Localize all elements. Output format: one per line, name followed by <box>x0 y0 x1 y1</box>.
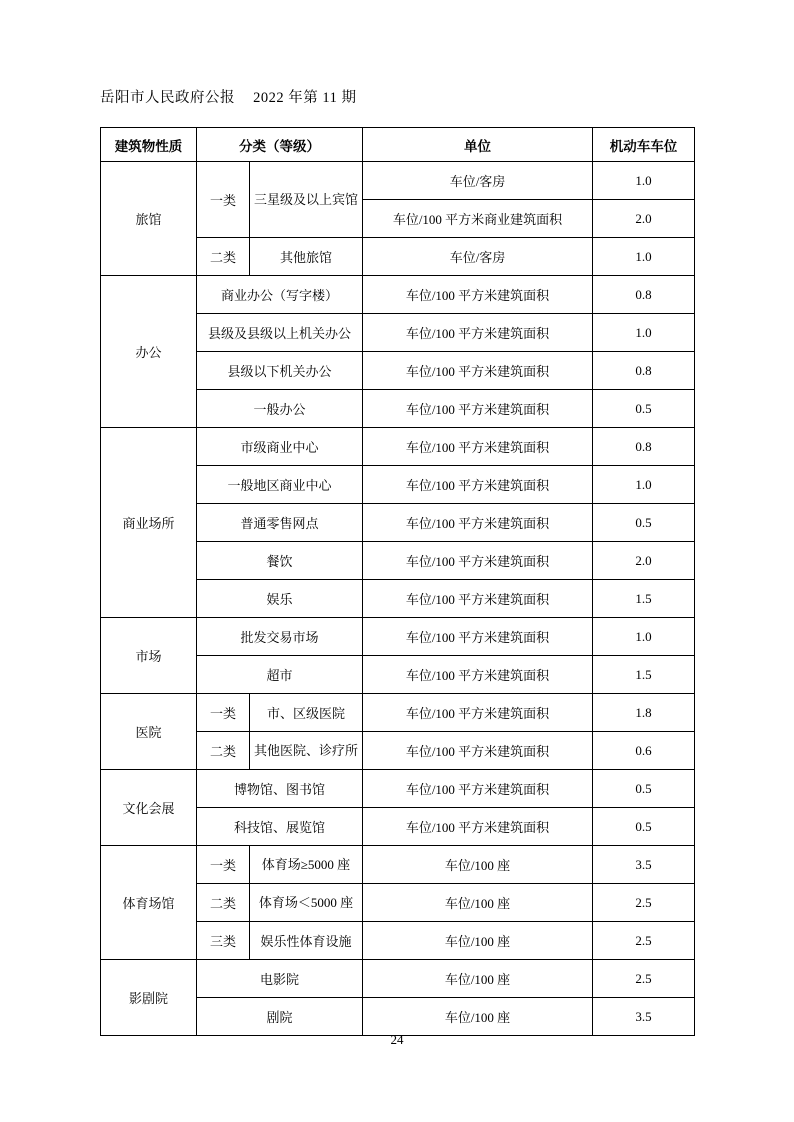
cell-parking-spaces: 1.0 <box>593 162 695 200</box>
cell-type: 市、区级医院 <box>250 694 363 732</box>
cell-type: 娱乐性体育设施 <box>250 922 363 960</box>
cell-building-nature: 市场 <box>101 618 197 694</box>
issue-label: 2022 年第 11 期 <box>253 90 357 106</box>
cell-type: 县级以下机关办公 <box>197 352 363 390</box>
cell-type: 体育场≥5000 座 <box>250 846 363 884</box>
cell-parking-spaces: 2.0 <box>593 542 695 580</box>
cell-building-nature: 商业场所 <box>101 428 197 618</box>
cell-unit: 车位/100 平方米建筑面积 <box>363 428 593 466</box>
cell-type: 一般地区商业中心 <box>197 466 363 504</box>
cell-type: 普通零售网点 <box>197 504 363 542</box>
cell-building-nature: 文化会展 <box>101 770 197 846</box>
cell-unit: 车位/100 座 <box>363 846 593 884</box>
cell-type: 博物馆、图书馆 <box>197 770 363 808</box>
cell-parking-spaces: 2.5 <box>593 960 695 998</box>
cell-unit: 车位/100 平方米建筑面积 <box>363 390 593 428</box>
table-header-row <box>101 128 695 162</box>
table-row <box>101 276 695 314</box>
cell-unit: 车位/100 平方米建筑面积 <box>363 618 593 656</box>
cell-building-nature: 体育场馆 <box>101 846 197 960</box>
table-row <box>101 694 695 732</box>
cell-unit: 车位/100 平方米建筑面积 <box>363 314 593 352</box>
cell-unit: 车位/100 平方米建筑面积 <box>363 770 593 808</box>
cell-grade: 二类 <box>197 732 250 770</box>
cell-building-nature: 旅馆 <box>101 162 197 276</box>
cell-parking-spaces: 0.5 <box>593 770 695 808</box>
table-row <box>101 960 695 998</box>
cell-parking-spaces: 0.8 <box>593 428 695 466</box>
cell-unit: 车位/客房 <box>363 238 593 276</box>
cell-unit: 车位/100 平方米建筑面积 <box>363 656 593 694</box>
cell-type: 三星级及以上宾馆 <box>250 162 363 238</box>
cell-parking-spaces: 0.6 <box>593 732 695 770</box>
cell-grade: 二类 <box>197 238 250 276</box>
table-row <box>101 846 695 884</box>
cell-unit: 车位/100 平方米建筑面积 <box>363 504 593 542</box>
cell-parking-spaces: 0.5 <box>593 390 695 428</box>
table-row <box>101 618 695 656</box>
cell-parking-spaces: 2.5 <box>593 884 695 922</box>
parking-standards-table <box>100 127 695 1036</box>
cell-parking-spaces: 1.0 <box>593 466 695 504</box>
cell-type: 餐饮 <box>197 542 363 580</box>
table-body <box>101 162 695 1036</box>
cell-parking-spaces: 1.0 <box>593 314 695 352</box>
cell-unit: 车位/100 平方米建筑面积 <box>363 732 593 770</box>
cell-unit: 车位/100 平方米建筑面积 <box>363 808 593 846</box>
cell-parking-spaces: 0.8 <box>593 276 695 314</box>
cell-grade: 一类 <box>197 846 250 884</box>
cell-grade: 一类 <box>197 694 250 732</box>
table-row <box>101 162 695 200</box>
cell-parking-spaces: 3.5 <box>593 846 695 884</box>
cell-type: 批发交易市场 <box>197 618 363 656</box>
cell-type: 市级商业中心 <box>197 428 363 466</box>
cell-grade: 一类 <box>197 162 250 238</box>
cell-type: 电影院 <box>197 960 363 998</box>
cell-unit: 车位/100 平方米建筑面积 <box>363 466 593 504</box>
cell-type: 其他旅馆 <box>250 238 363 276</box>
cell-unit: 车位/100 座 <box>363 960 593 998</box>
cell-type: 超市 <box>197 656 363 694</box>
table-row <box>101 428 695 466</box>
cell-unit: 车位/100 平方米建筑面积 <box>363 352 593 390</box>
column-header-category: 分类（等级） <box>197 128 363 162</box>
cell-parking-spaces: 3.5 <box>593 998 695 1036</box>
cell-unit: 车位/100 平方米建筑面积 <box>363 694 593 732</box>
page-header <box>100 86 356 107</box>
page-number: 24 <box>390 1032 404 1047</box>
cell-unit: 车位/100 平方米建筑面积 <box>363 276 593 314</box>
cell-parking-spaces: 1.8 <box>593 694 695 732</box>
cell-parking-spaces: 0.8 <box>593 352 695 390</box>
cell-unit: 车位/100 平方米商业建筑面积 <box>363 200 593 238</box>
cell-type: 县级及县级以上机关办公 <box>197 314 363 352</box>
cell-unit: 车位/100 座 <box>363 884 593 922</box>
cell-type: 体育场＜5000 座 <box>250 884 363 922</box>
publication-title: 岳阳市人民政府公报 <box>100 90 235 106</box>
table-row <box>101 770 695 808</box>
cell-building-nature: 影剧院 <box>101 960 197 1036</box>
cell-parking-spaces: 0.5 <box>593 808 695 846</box>
cell-parking-spaces: 1.5 <box>593 656 695 694</box>
cell-building-nature: 办公 <box>101 276 197 428</box>
cell-unit: 车位/100 平方米建筑面积 <box>363 580 593 618</box>
cell-type: 科技馆、展览馆 <box>197 808 363 846</box>
cell-building-nature: 医院 <box>101 694 197 770</box>
cell-type: 一般办公 <box>197 390 363 428</box>
cell-unit: 车位/100 座 <box>363 922 593 960</box>
cell-unit: 车位/100 座 <box>363 998 593 1036</box>
cell-grade: 三类 <box>197 922 250 960</box>
cell-parking-spaces: 1.0 <box>593 618 695 656</box>
cell-grade: 二类 <box>197 884 250 922</box>
cell-type: 其他医院、诊疗所 <box>250 732 363 770</box>
cell-parking-spaces: 1.0 <box>593 238 695 276</box>
column-header-unit: 单位 <box>363 128 593 162</box>
cell-type: 剧院 <box>197 998 363 1036</box>
cell-type: 娱乐 <box>197 580 363 618</box>
cell-unit: 车位/客房 <box>363 162 593 200</box>
column-header-value: 机动车车位 <box>593 128 695 162</box>
cell-type: 商业办公（写字楼） <box>197 276 363 314</box>
cell-parking-spaces: 0.5 <box>593 504 695 542</box>
cell-parking-spaces: 2.5 <box>593 922 695 960</box>
cell-unit: 车位/100 平方米建筑面积 <box>363 542 593 580</box>
cell-parking-spaces: 2.0 <box>593 200 695 238</box>
cell-parking-spaces: 1.5 <box>593 580 695 618</box>
column-header-nature: 建筑物性质 <box>101 128 197 162</box>
